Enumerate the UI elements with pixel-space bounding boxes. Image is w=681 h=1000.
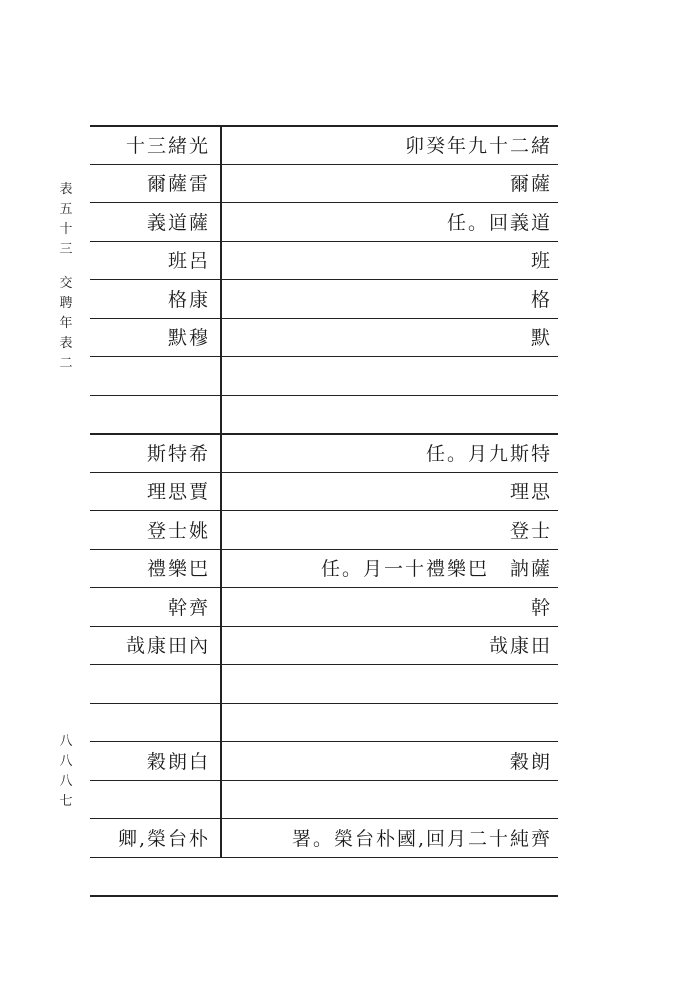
table-row <box>90 857 558 895</box>
row-name-cell: 爾薩雷 <box>146 173 210 195</box>
table-row <box>90 164 558 202</box>
row-name-cell <box>90 857 210 895</box>
side-title-char: 三 <box>59 242 73 257</box>
row-note-cell <box>230 356 552 394</box>
page-number-char: 七 <box>59 794 73 809</box>
row-note-cell: 哉康田 <box>488 635 552 657</box>
row-note-cell: 任。月一十禮樂巴 訥薩 <box>320 558 552 580</box>
table-row <box>90 472 558 510</box>
row-note-cell: 班 <box>530 250 552 272</box>
table-row <box>90 780 558 818</box>
row-note-cell: 爾薩 <box>509 173 552 195</box>
row-name-cell: 義道薩 <box>146 211 210 234</box>
row-name-cell: 理思賈 <box>146 481 210 503</box>
row-note-cell: 幹 <box>530 596 552 619</box>
side-gap <box>58 263 74 277</box>
row-note-cell <box>230 664 552 702</box>
page-number-char: 八 <box>59 734 73 749</box>
table-row <box>90 318 558 356</box>
row-name-cell: 登士姚 <box>146 519 210 542</box>
side-title-char: 年 <box>59 316 73 331</box>
table-row <box>90 510 558 548</box>
row-note-cell: 理思 <box>509 481 552 503</box>
side-title-char: 表 <box>59 182 73 197</box>
table-row <box>90 125 558 163</box>
row-name-cell <box>90 395 210 433</box>
row-note-cell: 署。榮台朴國,回月二十純齊 <box>291 827 552 850</box>
row-name-cell: 斯特希 <box>146 442 210 465</box>
table-row <box>90 741 558 779</box>
table-row <box>90 356 558 394</box>
row-note-cell <box>230 857 552 895</box>
page-number-char: 八 <box>59 774 73 789</box>
table-row <box>90 818 558 856</box>
page-number <box>58 735 74 815</box>
row-note-cell: 格 <box>530 288 552 311</box>
row-name-cell: 卿,榮台朴 <box>117 827 210 850</box>
page-number-char: 八 <box>59 754 73 769</box>
row-note-cell: 卯癸年九十二緒 <box>404 134 552 157</box>
side-title-char: 二 <box>59 356 73 371</box>
table-row <box>90 549 558 587</box>
row-name-cell <box>90 356 210 394</box>
row-name-cell: 幹齊 <box>167 596 210 619</box>
side-title-char: 五 <box>59 202 73 217</box>
table-row <box>90 279 558 317</box>
row-note-cell: 任。月九斯特 <box>425 442 552 465</box>
row-note-cell: 默 <box>530 327 552 349</box>
table-row <box>90 664 558 702</box>
table-row <box>90 433 558 471</box>
side-title-char: 交 <box>59 276 73 291</box>
row-name-cell: 十三緒光 <box>125 134 210 157</box>
row-name-cell <box>90 780 210 818</box>
table-row <box>90 202 558 240</box>
table-row <box>90 626 558 664</box>
row-name-cell: 禮樂巴 <box>146 558 210 580</box>
row-name-cell: 穀朗白 <box>146 750 210 773</box>
side-title-char: 聘 <box>59 296 73 311</box>
side-title <box>58 183 74 377</box>
row-rule <box>90 895 558 897</box>
side-title-char: 十 <box>59 222 73 237</box>
row-name-cell: 默穆 <box>167 327 210 349</box>
table-row <box>90 395 558 433</box>
row-note-cell: 登士 <box>509 519 552 542</box>
chronology-table <box>90 125 558 905</box>
row-name-cell <box>90 664 210 702</box>
row-name-cell <box>90 703 210 741</box>
row-note-cell <box>230 703 552 741</box>
row-note-cell: 任。回義道 <box>446 211 552 234</box>
table-row <box>90 241 558 279</box>
side-title-char: 表 <box>59 336 73 351</box>
row-name-cell: 格康 <box>167 288 210 311</box>
row-note-cell: 穀朗 <box>509 750 552 773</box>
row-note-cell <box>230 395 552 433</box>
row-name-cell: 哉康田內 <box>125 635 210 657</box>
table-row <box>90 703 558 741</box>
table-row <box>90 587 558 625</box>
row-note-cell <box>230 780 552 818</box>
row-name-cell: 班呂 <box>167 250 210 272</box>
